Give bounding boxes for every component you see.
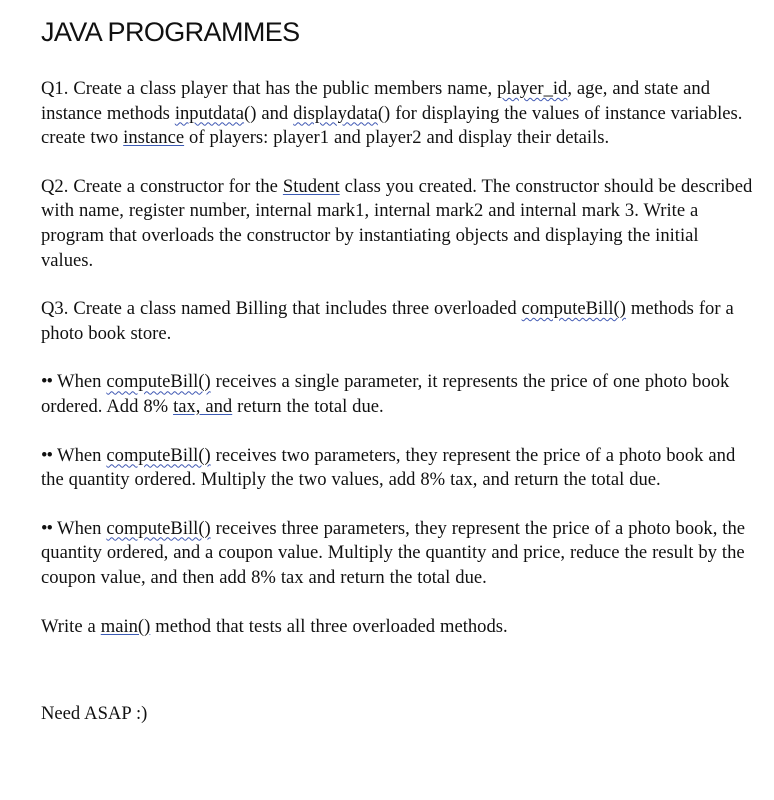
q1-text-1: Q1. Create a class player that has the public members name, — [41, 78, 498, 99]
bullet-3-marker: •• — [41, 517, 53, 539]
q2-student: Student — [282, 175, 340, 197]
q3-computebill: computeBill() — [521, 298, 626, 320]
q1-text-3: () and — [244, 102, 294, 124]
q1-instance: instance — [123, 127, 185, 149]
bullet-2-text-1: When — [57, 444, 107, 466]
q2-text-2: class you created. The constructor should be described with name, register number, internal mark1, internal mark2 and internal mark 3. Write a program that overloads the constructor by instantiating objects and displaying the initial values. — [41, 175, 753, 271]
q1-text-2: , age, and state and instance methods — [41, 78, 710, 124]
main-text-2: method that tests all three overloaded methods. — [150, 615, 508, 637]
q3-text-2: methods for a photo book store. — [41, 298, 734, 344]
bullet-2 — [41, 444, 754, 493]
q1-player-id: player_id — [497, 78, 568, 99]
bullet-1-tax: tax, and — [173, 395, 233, 417]
q1-text-4: () for displaying the values of instance variables. create two — [41, 102, 743, 149]
q1-text-5: of players: player1 and player2 and display their details. — [184, 127, 610, 149]
bullet-1-computebill: computeBill() — [106, 371, 211, 393]
q3-text-1: Q3. Create a class named Billing that includes three overloaded — [41, 298, 522, 320]
page-title: JAVA PROGRAMMES — [41, 17, 300, 47]
question-2 — [41, 175, 754, 273]
bullet-1-text-1: When — [57, 371, 107, 393]
bullet-1-text-2: receives a single parameter, it represents the price of one photo book ordered. Add 8% — [41, 371, 730, 417]
footer-note: Need ASAP :) — [41, 703, 148, 725]
bullet-3-text-1: When — [57, 517, 107, 539]
bullet-3-text-2: receives three parameters, they represent the price of a photo book, the quantity ordered, and a coupon value. Multiply the quantity and price, reduce the result by the coupon value, and then add 8% tax and return the total due. — [41, 517, 746, 588]
q1-inputdata: inputdata — [174, 102, 245, 124]
bullet-1-marker: •• — [41, 371, 53, 393]
bullet-1-text-3: return the total due. — [232, 395, 384, 417]
bullet-3 — [41, 517, 754, 591]
bullet-2-marker: •• — [41, 444, 53, 466]
q1-displaydata: displaydata — [293, 102, 378, 124]
bullet-3-computebill: computeBill() — [106, 517, 211, 539]
bullet-2-computebill: computeBill() — [106, 444, 211, 466]
question-1 — [41, 77, 754, 151]
main-text-1: Write a — [41, 615, 101, 637]
bullet-1 — [41, 370, 754, 419]
q2-text-1: Q2. Create a constructor for the — [41, 175, 283, 197]
bullet-2-text-2: receives two parameters, they represent the price of a photo book and the quantity ordered. Multiply the two values, add 8% tax, and return the total due. — [41, 444, 736, 491]
question-3 — [41, 297, 754, 346]
main-method-note — [41, 615, 754, 640]
main-method-name: main() — [100, 615, 151, 637]
